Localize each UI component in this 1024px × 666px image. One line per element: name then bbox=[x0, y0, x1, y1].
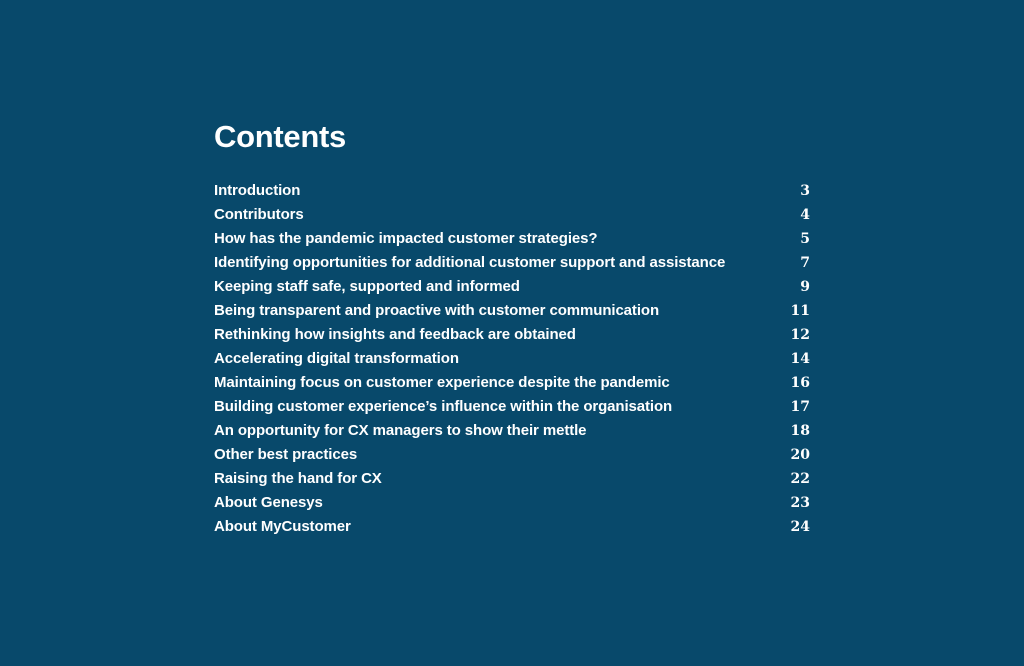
page-title: Contents bbox=[214, 119, 346, 154]
toc-entry[interactable] bbox=[214, 228, 810, 252]
toc-entry-title[interactable]: About Genesys bbox=[214, 494, 323, 511]
toc-page-number: 4 bbox=[800, 207, 810, 223]
toc-page-number: 16 bbox=[790, 375, 810, 391]
toc-entry[interactable] bbox=[214, 324, 810, 348]
toc-entry[interactable] bbox=[214, 300, 810, 324]
toc-page-number: 3 bbox=[800, 183, 810, 199]
toc-page-number: 24 bbox=[790, 519, 810, 535]
toc-entry[interactable] bbox=[214, 180, 810, 204]
toc-page-number: 9 bbox=[800, 279, 810, 295]
toc-page-number: 22 bbox=[790, 471, 810, 487]
toc-entry[interactable] bbox=[214, 420, 810, 444]
toc-entry[interactable] bbox=[214, 348, 810, 372]
toc-entry[interactable] bbox=[214, 468, 810, 492]
toc-entry[interactable] bbox=[214, 492, 810, 516]
toc-entry[interactable] bbox=[214, 372, 810, 396]
toc-page-number: 18 bbox=[790, 423, 810, 439]
toc-entry-title[interactable]: About MyCustomer bbox=[214, 518, 351, 535]
toc-entry[interactable] bbox=[214, 444, 810, 468]
toc-page-number: 17 bbox=[790, 399, 810, 415]
toc-entry-title[interactable]: Raising the hand for CX bbox=[214, 470, 382, 487]
toc-entry-title[interactable]: Building customer experience’s influence within the organisation bbox=[214, 398, 673, 415]
toc-page-number: 7 bbox=[800, 255, 810, 271]
toc-entry[interactable] bbox=[214, 516, 810, 540]
toc-entry-title[interactable]: Contributors bbox=[214, 206, 304, 223]
toc-page-number: 5 bbox=[800, 231, 810, 247]
toc-entry[interactable] bbox=[214, 204, 810, 228]
toc-page-number: 12 bbox=[790, 327, 810, 343]
toc-entry[interactable] bbox=[214, 252, 810, 276]
table-of-contents bbox=[214, 180, 810, 540]
toc-page-number: 11 bbox=[790, 303, 810, 319]
toc-entry-title[interactable]: Accelerating digital transformation bbox=[214, 350, 459, 367]
toc-entry-title[interactable]: Being transparent and proactive with customer communication bbox=[214, 302, 660, 319]
toc-entry-title[interactable]: Rethinking how insights and feedback are obtained bbox=[214, 326, 576, 343]
toc-entry-title[interactable]: How has the pandemic impacted customer strategies? bbox=[214, 230, 598, 247]
toc-entry-title[interactable]: Introduction bbox=[214, 182, 301, 199]
toc-entry-title[interactable]: An opportunity for CX managers to show their mettle bbox=[214, 422, 587, 439]
toc-entry[interactable] bbox=[214, 396, 810, 420]
toc-entry-title[interactable]: Identifying opportunities for additional customer support and assistance bbox=[214, 254, 726, 271]
toc-entry-title[interactable]: Other best practices bbox=[214, 446, 358, 463]
toc-page-number: 23 bbox=[790, 495, 810, 511]
toc-entry[interactable] bbox=[214, 276, 810, 300]
toc-entry-title[interactable]: Keeping staff safe, supported and informed bbox=[214, 278, 520, 295]
toc-page-number: 14 bbox=[790, 351, 810, 367]
toc-page-number: 20 bbox=[790, 447, 810, 463]
toc-entry-title[interactable]: Maintaining focus on customer experience despite the pandemic bbox=[214, 374, 670, 391]
